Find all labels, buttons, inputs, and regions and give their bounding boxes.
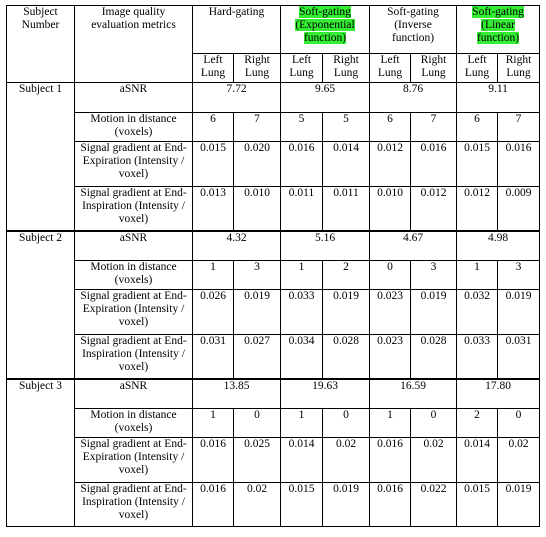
left-lung-value: 1	[370, 409, 411, 438]
left-lung-value: 0.015	[281, 483, 323, 527]
left-lung-value: 0.015	[193, 142, 234, 187]
header-evaluation-metrics: Image quality evaluation metrics	[75, 6, 193, 83]
right-lung-value: 0.011	[323, 187, 370, 231]
metric-label: Motion in distance (voxels)	[75, 409, 193, 438]
right-lung-value: 0.019	[411, 290, 457, 335]
table-row	[7, 483, 540, 527]
table-row	[7, 409, 540, 438]
right-lung-value: 3	[498, 261, 540, 290]
left-lung-value: 5	[281, 113, 323, 142]
table-row	[7, 290, 540, 335]
header-method-hard-gating	[193, 6, 281, 54]
table-row	[7, 379, 540, 409]
asnr-value: 4.32	[193, 231, 281, 261]
left-lung-value: 0	[370, 261, 411, 290]
left-lung-value: 0.031	[193, 335, 234, 379]
left-lung-value: 6	[457, 113, 498, 142]
right-lung-value: 0.012	[411, 187, 457, 231]
header-right-lung: Right Lung	[411, 54, 457, 83]
right-lung-value: 0.031	[498, 335, 540, 379]
right-lung-value: 0.02	[498, 438, 540, 483]
subject-name: Subject 2	[7, 231, 75, 379]
table-row	[7, 187, 540, 231]
asnr-value: 17.80	[457, 379, 540, 409]
right-lung-value: 7	[411, 113, 457, 142]
method-label: Hard-gating	[208, 6, 265, 18]
left-lung-value: 0.016	[370, 438, 411, 483]
left-lung-value: 0.015	[457, 142, 498, 187]
right-lung-value: 0.028	[323, 335, 370, 379]
left-lung-value: 1	[281, 261, 323, 290]
right-lung-value: 0.019	[323, 483, 370, 527]
left-lung-value: 0.015	[457, 483, 498, 527]
metric-label: Signal gradient at End-Inspiration (Intensity / voxel)	[75, 335, 193, 379]
right-lung-value: 0.016	[411, 142, 457, 187]
subject-name: Subject 1	[7, 83, 75, 231]
subject-name: Subject 3	[7, 379, 75, 527]
left-lung-value: 6	[193, 113, 234, 142]
asnr-value: 9.11	[457, 83, 540, 113]
left-lung-value: 0.023	[370, 290, 411, 335]
asnr-value: 4.67	[370, 231, 457, 261]
right-lung-value: 7	[234, 113, 281, 142]
right-lung-value: 0	[323, 409, 370, 438]
asnr-value: 8.76	[370, 83, 457, 113]
metric-label: Motion in distance (voxels)	[75, 261, 193, 290]
table-row	[7, 261, 540, 290]
left-lung-value: 6	[370, 113, 411, 142]
right-lung-value: 0.014	[323, 142, 370, 187]
right-lung-value: 0.028	[411, 335, 457, 379]
asnr-value: 9.65	[281, 83, 370, 113]
right-lung-value: 0	[498, 409, 540, 438]
right-lung-value: 0.019	[498, 483, 540, 527]
table-row	[7, 113, 540, 142]
right-lung-value: 0.02	[234, 483, 281, 527]
left-lung-value: 0.016	[193, 438, 234, 483]
right-lung-value: 2	[323, 261, 370, 290]
left-lung-value: 0.033	[457, 335, 498, 379]
left-lung-value: 0.014	[281, 438, 323, 483]
left-lung-value: 1	[193, 261, 234, 290]
asnr-value: 4.98	[457, 231, 540, 261]
left-lung-value: 0.033	[281, 290, 323, 335]
left-lung-value: 2	[457, 409, 498, 438]
left-lung-value: 0.026	[193, 290, 234, 335]
metric-label-asnr: aSNR	[75, 231, 193, 261]
metric-label-asnr: aSNR	[75, 379, 193, 409]
left-lung-value: 0.011	[281, 187, 323, 231]
right-lung-value: 7	[498, 113, 540, 142]
right-lung-value: 5	[323, 113, 370, 142]
metric-label: Signal gradient at End-Expiration (Intensity / voxel)	[75, 290, 193, 335]
left-lung-value: 0.010	[370, 187, 411, 231]
table-body	[7, 83, 540, 527]
right-lung-value: 0.022	[411, 483, 457, 527]
table-row	[7, 83, 540, 113]
table-row	[7, 142, 540, 187]
right-lung-value: 0.009	[498, 187, 540, 231]
right-lung-value: 0.025	[234, 438, 281, 483]
metric-label: Signal gradient at End-Expiration (Intensity / voxel)	[75, 142, 193, 187]
right-lung-value: 0.027	[234, 335, 281, 379]
left-lung-value: 1	[193, 409, 234, 438]
left-lung-value: 0.032	[457, 290, 498, 335]
left-lung-value: 1	[457, 261, 498, 290]
header-left-lung: Left Lung	[193, 54, 234, 83]
header-left-lung: Left Lung	[370, 54, 411, 83]
right-lung-value: 0.010	[234, 187, 281, 231]
header-row	[7, 6, 540, 54]
header-method-soft-linear	[457, 6, 540, 54]
metric-label: Motion in distance (voxels)	[75, 113, 193, 142]
right-lung-value: 0.019	[234, 290, 281, 335]
table-row	[7, 231, 540, 261]
table-row	[7, 438, 540, 483]
header-right-lung: Right Lung	[234, 54, 281, 83]
left-lung-value: 0.016	[193, 483, 234, 527]
right-lung-value: 0.019	[498, 290, 540, 335]
left-lung-value: 0.023	[370, 335, 411, 379]
metric-label: Signal gradient at End-Inspiration (Intensity / voxel)	[75, 483, 193, 527]
results-table	[6, 5, 540, 527]
header-method-soft-exponential	[281, 6, 370, 54]
asnr-value: 16.59	[370, 379, 457, 409]
results-table-container	[6, 5, 540, 527]
left-lung-value: 0.012	[370, 142, 411, 187]
right-lung-value: 0.02	[323, 438, 370, 483]
left-lung-value: 0.034	[281, 335, 323, 379]
metric-label: Signal gradient at End-Expiration (Intensity / voxel)	[75, 438, 193, 483]
left-lung-value: 0.012	[457, 187, 498, 231]
metric-label: Signal gradient at End-Inspiration (Intensity / voxel)	[75, 187, 193, 231]
right-lung-value: 0.020	[234, 142, 281, 187]
metric-label-asnr: aSNR	[75, 83, 193, 113]
right-lung-value: 3	[411, 261, 457, 290]
left-lung-value: 0.016	[370, 483, 411, 527]
asnr-value: 7.72	[193, 83, 281, 113]
header-left-lung: Left Lung	[457, 54, 498, 83]
method-label: Soft-gating (Exponential function)	[295, 6, 355, 44]
header-left-lung: Left Lung	[281, 54, 323, 83]
right-lung-value: 0	[234, 409, 281, 438]
method-label: Soft-gating (Linear function)	[472, 6, 524, 44]
asnr-value: 5.16	[281, 231, 370, 261]
left-lung-value: 0.013	[193, 187, 234, 231]
table-row	[7, 335, 540, 379]
left-lung-value: 1	[281, 409, 323, 438]
right-lung-value: 0.019	[323, 290, 370, 335]
header-right-lung: Right Lung	[323, 54, 370, 83]
right-lung-value: 0.02	[411, 438, 457, 483]
asnr-value: 13.85	[193, 379, 281, 409]
method-label: Soft-gating (Inverse function)	[387, 6, 439, 44]
right-lung-value: 0	[411, 409, 457, 438]
right-lung-value: 3	[234, 261, 281, 290]
header-subject-number: Subject Number	[7, 6, 75, 83]
left-lung-value: 0.014	[457, 438, 498, 483]
header-method-soft-inverse	[370, 6, 457, 54]
header-right-lung: Right Lung	[498, 54, 540, 83]
asnr-value: 19.63	[281, 379, 370, 409]
right-lung-value: 0.016	[498, 142, 540, 187]
left-lung-value: 0.016	[281, 142, 323, 187]
